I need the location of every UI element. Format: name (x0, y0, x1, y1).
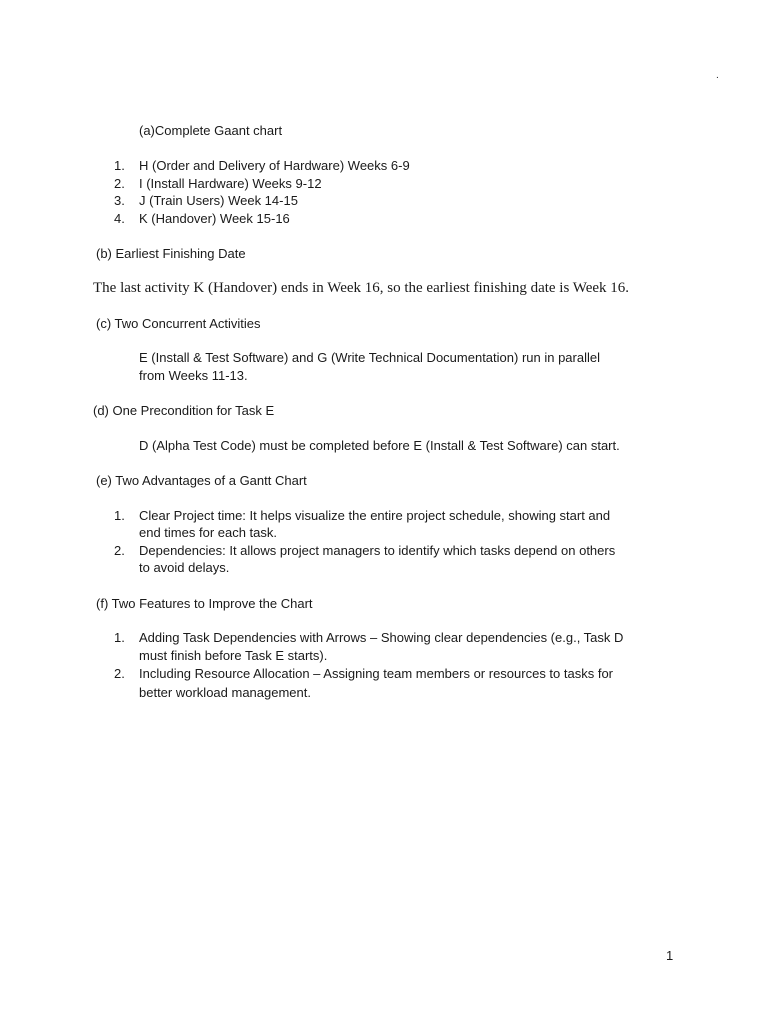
list-number: 1. (114, 508, 125, 523)
section-c-body-line1: E (Install & Test Software) and G (Write Technical Documentation) run in parallel (139, 350, 600, 365)
section-f-item1-line2: must finish before Task E starts). (139, 648, 328, 663)
list-number: 3. (114, 193, 125, 208)
section-f-item1-line1: Adding Task Dependencies with Arrows – Showing clear dependencies (e.g., Task D (139, 630, 624, 645)
list-item (114, 210, 699, 228)
section-c-body-line2: from Weeks 11-13. (139, 368, 248, 383)
section-d-body: D (Alpha Test Code) must be completed before E (Install & Test Software) can start. (139, 438, 620, 453)
section-e-item2-line1: Dependencies: It allows project managers to identify which tasks depend on others (139, 543, 616, 558)
section-a-list (114, 157, 699, 227)
list-item-text: J (Train Users) Week 14-15 (139, 193, 298, 208)
list-number: 4. (114, 210, 125, 226)
section-f-item2-line2: better workload management. (139, 685, 311, 700)
corner-mark: . (716, 70, 719, 81)
list-item (114, 175, 699, 193)
section-f-item2-line1: Including Resource Allocation – Assigning team members or resources to tasks for (139, 666, 614, 681)
list-item-text: H (Order and Delivery of Hardware) Weeks 6-9 (139, 158, 410, 173)
section-b-body: The last activity K (Handover) ends in Week 16, so the earliest finishing date is Week 16. (93, 280, 630, 296)
list-item-text: I (Install Hardware) Weeks 9-12 (139, 175, 322, 191)
list-number: 2. (114, 543, 125, 558)
section-c-heading: (c) Two Concurrent Activities (96, 316, 261, 331)
page-number: 1 (666, 948, 674, 963)
section-e-item1-line1: Clear Project time: It helps visualize the entire project schedule, showing start and (139, 508, 611, 523)
list-number: 1. (114, 630, 125, 645)
list-number: 2. (114, 175, 125, 191)
list-item-text: K (Handover) Week 15-16 (139, 210, 290, 226)
list-number: 2. (114, 666, 125, 681)
list-number: 1. (114, 158, 125, 173)
list-item (114, 157, 699, 175)
section-f-heading: (f) Two Features to Improve the Chart (96, 596, 313, 611)
section-e-heading: (e) Two Advantages of a Gantt Chart (96, 473, 307, 488)
section-b-heading: (b) Earliest Finishing Date (96, 246, 246, 261)
section-e-item1-line2: end times for each task. (139, 525, 278, 540)
list-item (114, 192, 699, 210)
section-d-heading: (d) One Precondition for Task E (93, 403, 275, 418)
section-a-heading: (a)Complete Gaant chart (139, 123, 283, 138)
section-e-item2-line2: to avoid delays. (139, 560, 230, 575)
